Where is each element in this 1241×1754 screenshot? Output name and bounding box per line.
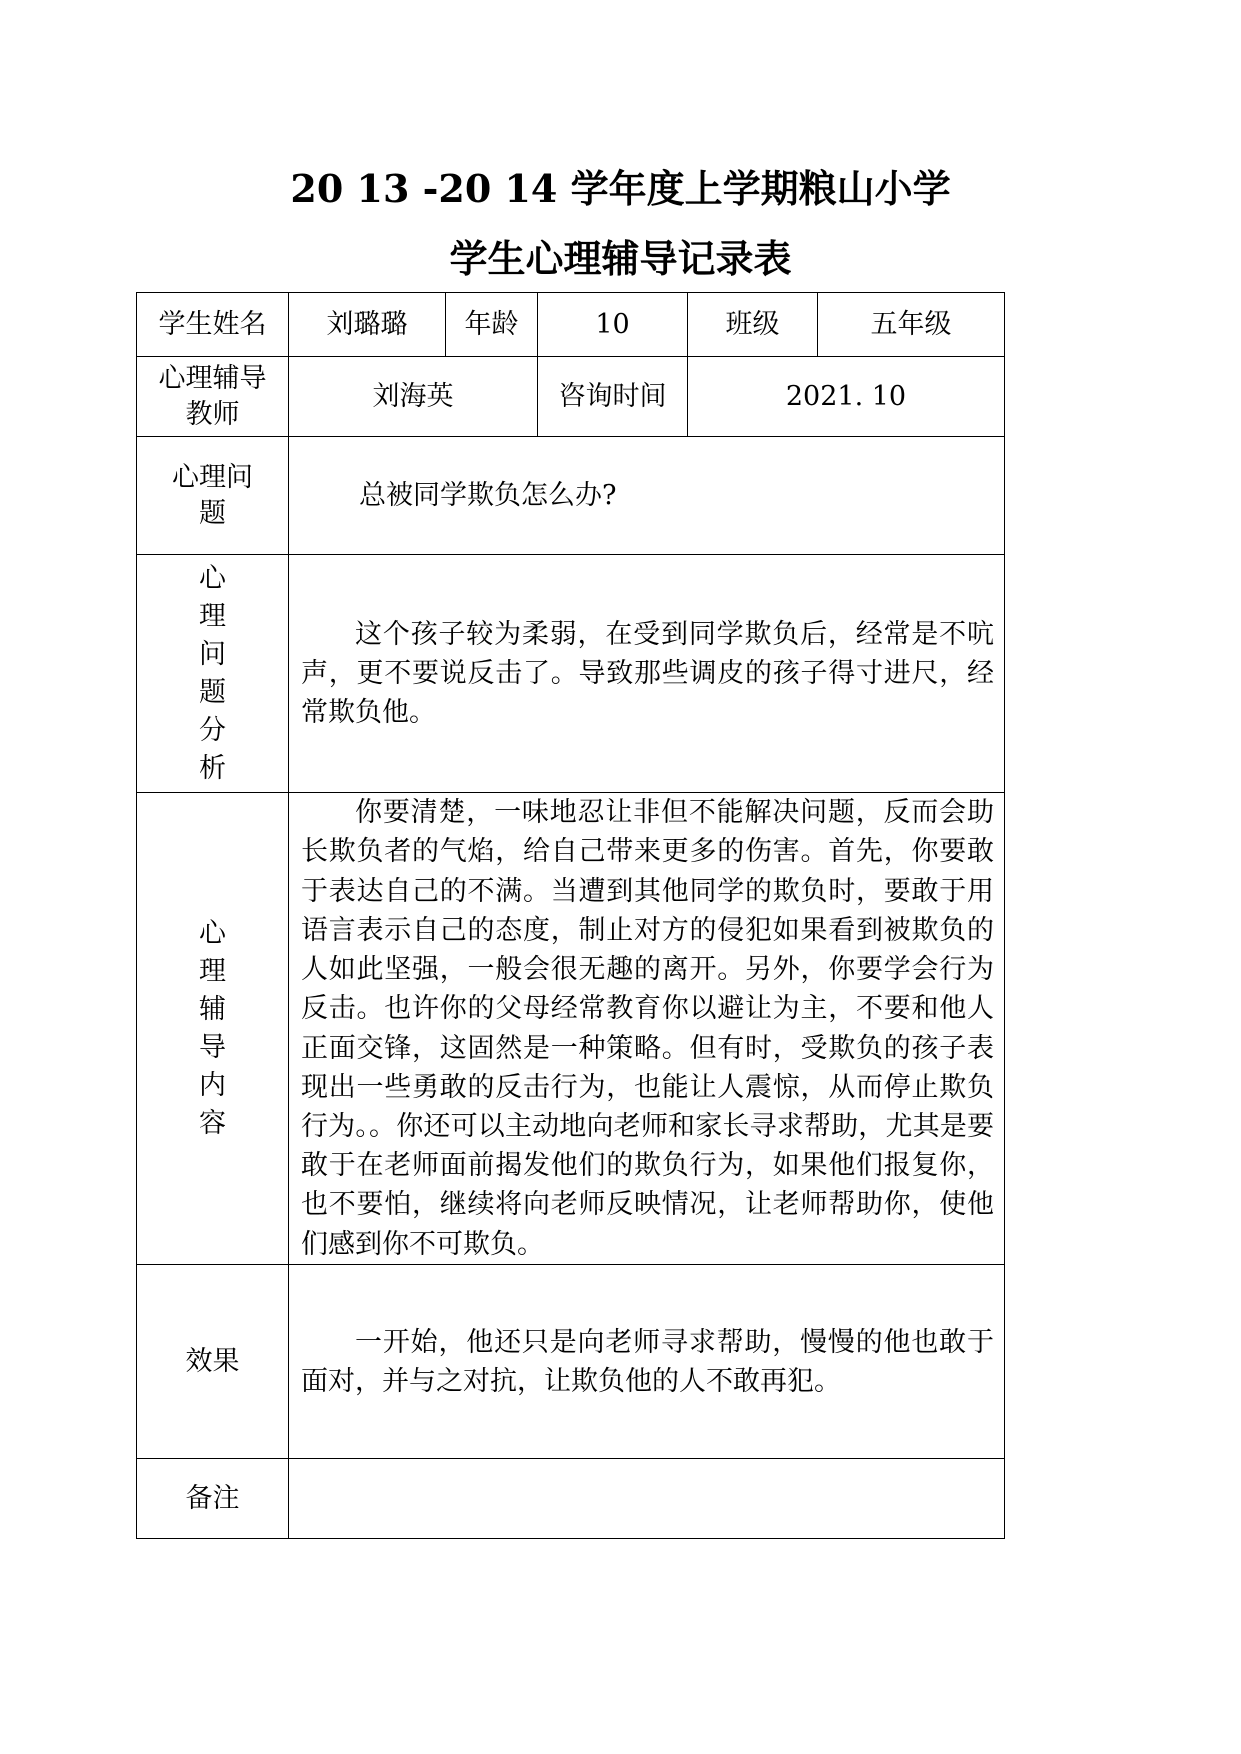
teacher-label-line1: 心理辅导 — [158, 362, 267, 394]
counseling-label-char: 导 — [199, 1031, 226, 1063]
analysis-label-char: 析 — [199, 752, 226, 784]
problem-label-line2: 题 — [199, 497, 226, 529]
document-title: 20 13 -20 14 学年度上学期粮山小学 — [290, 166, 951, 211]
name-value: 刘璐璐 — [289, 293, 446, 357]
teacher-label — [137, 357, 289, 437]
counseling-label — [137, 793, 289, 1265]
analysis-row — [137, 555, 1005, 793]
counseling-label-char: 容 — [199, 1107, 226, 1139]
remarks-row — [137, 1459, 1005, 1539]
remarks-value — [289, 1459, 1005, 1539]
class-value: 五年级 — [818, 293, 1005, 357]
problem-text: 总被同学欺负怎么办? — [289, 437, 1005, 555]
counseling-label-char: 辅 — [199, 993, 226, 1025]
document-subtitle: 学生心理辅导记录表 — [449, 236, 792, 281]
analysis-label-char: 心 — [199, 562, 226, 594]
record-table — [136, 292, 1005, 1539]
teacher-value: 刘海英 — [289, 357, 538, 437]
analysis-label-char: 理 — [199, 600, 226, 632]
age-label: 年龄 — [446, 293, 538, 357]
class-label: 班级 — [688, 293, 818, 357]
problem-label — [137, 437, 289, 555]
effect-text: 一开始，他还只是向老师寻求帮助，慢慢的他也敢于面对，并与之对抗，让欺负他的人不敢再犯。 — [289, 1265, 1005, 1459]
time-label: 咨询时间 — [538, 357, 688, 437]
counseling-label-char: 心 — [199, 917, 226, 949]
analysis-label-char: 分 — [199, 714, 226, 746]
analysis-label-char: 题 — [199, 676, 226, 708]
age-value: 10 — [538, 293, 688, 357]
analysis-text: 这个孩子较为柔弱，在受到同学欺负后，经常是不吭声，更不要说反击了。导致那些调皮的孩子得寸进尺，经常欺负他。 — [289, 555, 1005, 793]
time-value: 2021. 10 — [688, 357, 1005, 437]
problem-label-line1: 心理问 — [172, 461, 253, 493]
counseling-text: 你要清楚，一味地忍让非但不能解决问题，反而会助长欺负者的气焰，给自己带来更多的伤害。首先，你要敢于表达自己的不满。当遭到其他同学的欺负时，要敢于用语言表示自己的态度，制止对方的侵犯如果看到被欺负的人如此坚强，一般会很无趣的离开。另外，你要学会行为反击。也许你的父母经常教育你以避让为主，不要和他人正面交锋，这固然是一种策略。但有时，受欺负的孩子表现出一些勇敢的反击行为，也能让人震惊，从而停止欺负行为。。你还可以主动地向老师和家长寻求帮助，尤其是要敢于在老师面前揭发他们的欺负行为，如果他们报复你，也不要怕，继续将向老师反映情况，让老师帮助你，使他们感到你不可欺负。 — [289, 793, 1005, 1265]
counseling-row — [137, 793, 1005, 1265]
analysis-label — [137, 555, 289, 793]
info-row-1 — [137, 293, 1005, 357]
teacher-label-line2: 教师 — [185, 398, 240, 430]
analysis-label-char: 问 — [199, 638, 226, 670]
name-label: 学生姓名 — [137, 293, 289, 357]
problem-row — [137, 437, 1005, 555]
info-row-2 — [137, 357, 1005, 437]
effect-row — [137, 1265, 1005, 1459]
counseling-label-char: 内 — [199, 1069, 226, 1101]
effect-label: 效果 — [137, 1265, 289, 1459]
counseling-label-char: 理 — [199, 955, 226, 987]
remarks-label: 备注 — [137, 1459, 289, 1539]
